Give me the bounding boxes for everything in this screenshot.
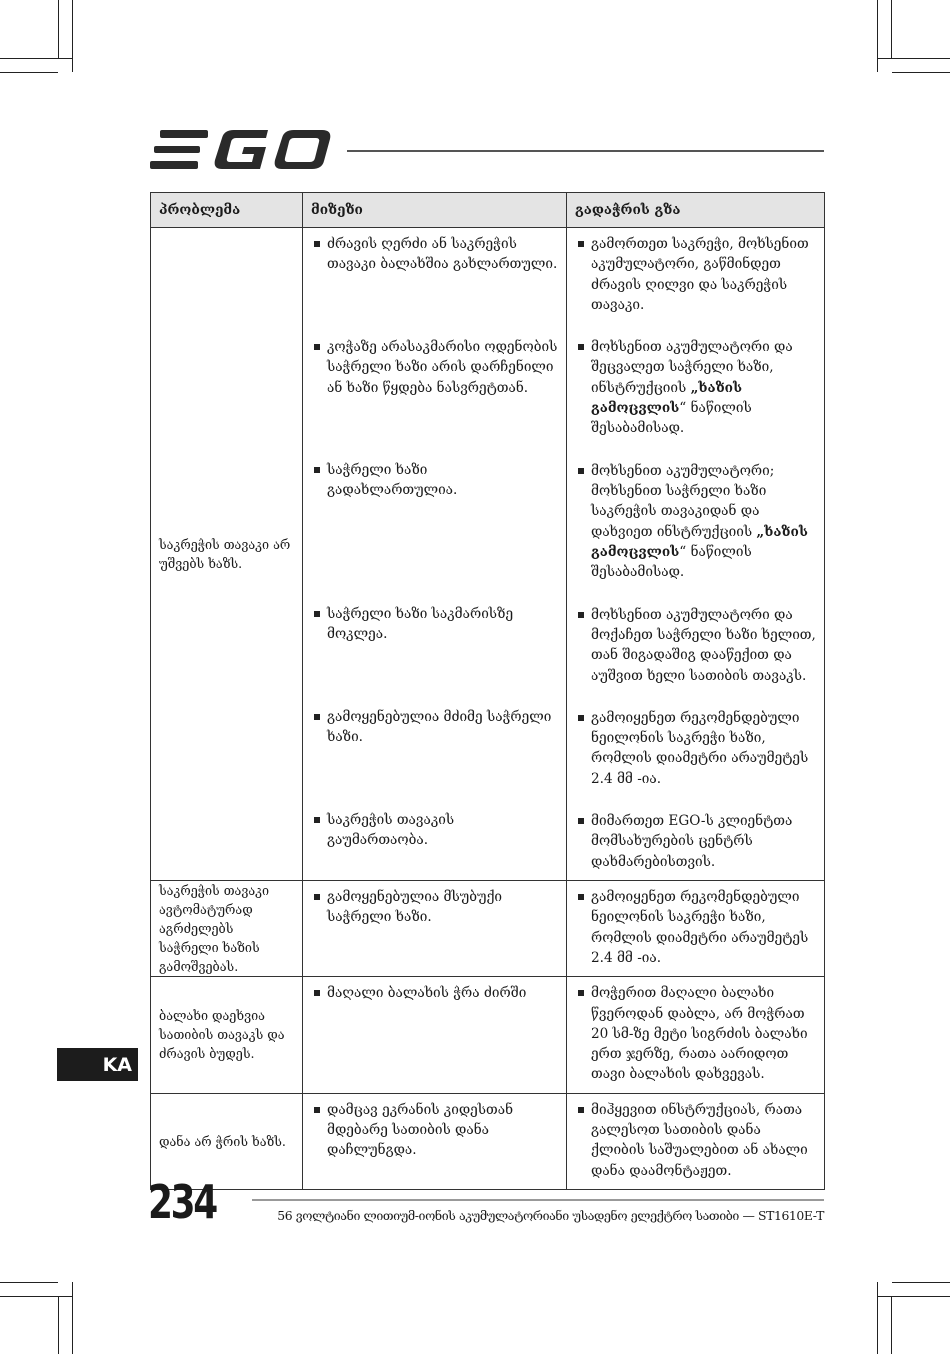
footer-rule bbox=[252, 1199, 824, 1201]
cause-item: დამცავ ეკრანის კიდესთან მდებარე სათიბის დანა დაჩლუნგდა. bbox=[311, 1100, 558, 1181]
cause-item: გამოყენებულია მძიმე საჭრელი ხაზი. bbox=[311, 707, 558, 788]
crop-mark bbox=[877, 58, 950, 59]
solution-item bbox=[575, 811, 816, 872]
solution-cell bbox=[567, 228, 825, 881]
crop-mark bbox=[72, 1282, 73, 1354]
cause-cell bbox=[303, 228, 567, 881]
table-body bbox=[151, 228, 825, 1190]
section-reference: „ხაზის გამოცვლის bbox=[591, 523, 808, 560]
crop-mark bbox=[891, 0, 892, 58]
column-header-solution: გადაჭრის გზა bbox=[567, 193, 825, 228]
solution-text: მოხსენით აკუმულატორი და შეცვალეთ საჭრელი ხაზი, ინსტრუქციის bbox=[591, 339, 793, 396]
cause-item: საჭრელი ხაზი გადახლართულია. bbox=[311, 460, 558, 582]
crop-mark bbox=[0, 1282, 58, 1283]
table-row bbox=[151, 977, 825, 1093]
page-number: 234 bbox=[148, 1175, 216, 1229]
table-row bbox=[151, 1093, 825, 1189]
solution-text: “ ნაწილის შესაბამისად. bbox=[591, 400, 752, 437]
cause-cell bbox=[303, 977, 567, 1093]
solution-text: მოხსენით აკუმულატორი; მოხსენით საჭრელი ხაზი საკრეჭის თავაკიდან და დახვიეთ ინსტრუქციის bbox=[591, 462, 775, 540]
cause-item: საჭრელი ხაზი საკმარისზე მოკლეა. bbox=[311, 604, 558, 685]
solution-item bbox=[575, 1100, 816, 1181]
solution-text: მიჰყევით ინსტრუქციას, რათა გალესოთ სათიბის დანა ქლიბის საშუალებით ან ახალი დანა დაამონტაჟეთ. bbox=[591, 1101, 808, 1179]
cause-cell bbox=[303, 1093, 567, 1189]
cause-item: კოჭაზე არასაკმარისი ოდენობის საჭრელი ხაზი არის დარჩენილი ან ხაზი წყდება ნასვრეტთან. bbox=[311, 337, 558, 438]
ego-logo bbox=[150, 130, 332, 172]
column-header-cause: მიზეზი bbox=[303, 193, 567, 228]
problem-cell: საკრეჭის თავაკი ავტომატურად აგრძელებს საჭრელი ხაზის გამოშვებას. bbox=[151, 881, 303, 977]
solution-text: გამოიყენეთ რეკომენდებული ნეილონის საკრეჭი ხაზი, რომლის დიამეტრი არაუმეტეს 2.4 მმ -ია. bbox=[591, 709, 809, 787]
problem-cell: საკრეჭის თავაკი არ უშვებს ხაზს. bbox=[151, 228, 303, 881]
solution-item bbox=[575, 605, 816, 686]
solution-text: გამოიყენეთ რეკომენდებული ნეილონის საკრეჭი ხაზი, რომლის დიამეტრი არაუმეტეს 2.4 მმ -ია. bbox=[591, 889, 809, 966]
solution-cell bbox=[567, 881, 825, 977]
crop-mark bbox=[0, 1296, 72, 1297]
solution-item bbox=[575, 708, 816, 789]
crop-mark bbox=[877, 1296, 950, 1297]
crop-mark bbox=[72, 0, 73, 72]
solution-text: “ ნაწილის შესაბამისად. bbox=[591, 543, 752, 581]
solution-item bbox=[575, 337, 816, 438]
troubleshooting-table bbox=[150, 192, 825, 1190]
solution-item bbox=[575, 461, 816, 583]
solution-text: მოხსენით აკუმულატორი და მოქაჩეთ საჭრელი ხაზი ხელით, თან შიგადაშიგ დააწექით და აუშვით ხელი სათიბის თავაკს. bbox=[591, 606, 816, 684]
problem-cell: დანა არ ჭრის ხაზს. bbox=[151, 1093, 303, 1189]
table-row bbox=[151, 228, 825, 881]
solution-item bbox=[575, 983, 816, 1084]
cause-item: მაღალი ბალახის ჭრა ძირში bbox=[311, 983, 558, 1084]
problem-cell: ბალახი დაეხვია სათიბის თავაკს და ძრავის ბუდეს. bbox=[151, 977, 303, 1093]
cause-item: ძრავის ღერძი ან საკრეჭის თავაკი ბალახშია გახლართული. bbox=[311, 234, 558, 315]
crop-mark bbox=[892, 72, 950, 73]
table-header-row bbox=[151, 193, 825, 228]
crop-mark bbox=[877, 0, 878, 72]
table-row bbox=[151, 881, 825, 977]
crop-mark bbox=[58, 1296, 59, 1354]
solution-text: მოჭერით მაღალი ბალახი წვეროდან დაბლა, არ მოჭრათ 20 სმ-ზე მეტი სიგრძის ბალახი ერთ ჯერზე, რათა აარიდოთ თავი ბალახის დახვევას. bbox=[591, 985, 808, 1083]
cause-cell bbox=[303, 881, 567, 977]
solution-item bbox=[575, 887, 816, 968]
crop-mark bbox=[0, 72, 58, 73]
cause-item: გამოყენებულია მსუბუქი საჭრელი ხაზი. bbox=[311, 887, 558, 968]
header-rule bbox=[347, 150, 824, 152]
section-reference: „ხაზის გამოცვლის bbox=[591, 379, 743, 417]
solution-text: გამორთეთ საკრეჭი, მოხსენით აკუმულატორი, გაწმინდეთ ძრავის ღილვი და საკრეჭის თავაკი. bbox=[591, 236, 809, 313]
crop-mark bbox=[0, 58, 72, 59]
crop-mark bbox=[877, 1282, 878, 1354]
cause-item: საკრეჭის თავაკის გაუმართაობა. bbox=[311, 810, 558, 871]
language-tab: KA bbox=[57, 1048, 138, 1081]
solution-text: მიმართეთ EGO-ს კლიენტთა მომსახურების ცენტრს დახმარებისთვის. bbox=[591, 813, 793, 870]
solution-cell bbox=[567, 1093, 825, 1189]
crop-mark bbox=[891, 1296, 892, 1354]
crop-mark bbox=[58, 0, 59, 58]
solution-item bbox=[575, 234, 816, 315]
crop-mark bbox=[892, 1282, 950, 1283]
solution-cell bbox=[567, 977, 825, 1093]
column-header-problem: პრობლემა bbox=[151, 193, 303, 228]
footer-title: 56 ვოლტიანი ლითიუმ-იონის აკუმულატორიანი უსადენო ელექტრო სათიბი — ST1610E-T bbox=[277, 1208, 824, 1223]
